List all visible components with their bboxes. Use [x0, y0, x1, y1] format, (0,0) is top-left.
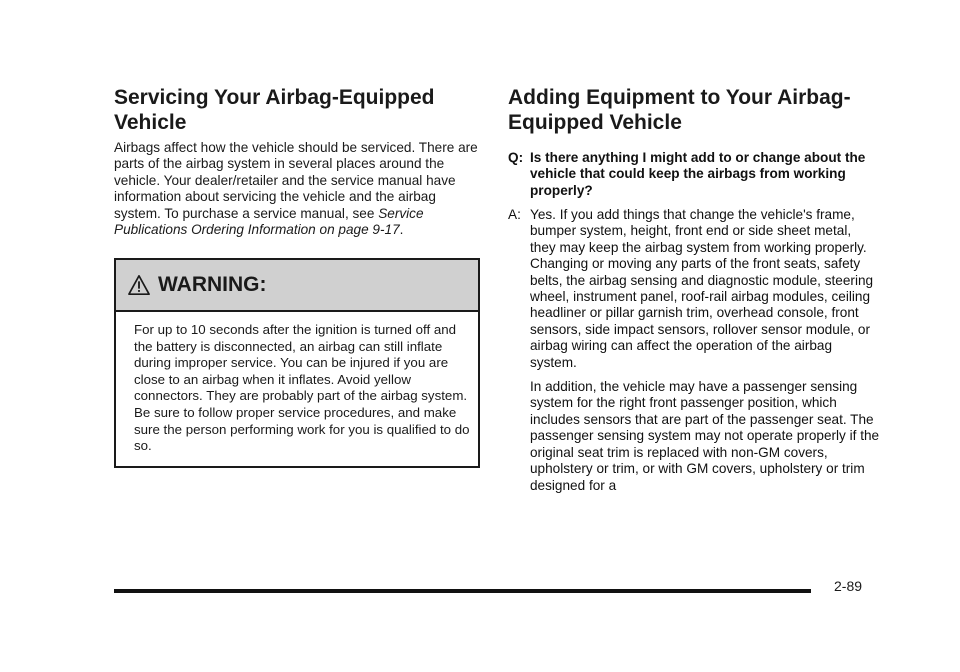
question-block — [508, 150, 880, 199]
answer-label: A: — [508, 207, 521, 222]
reference-link[interactable]: Service Publications Ordering Information on page 9-17 — [114, 205, 424, 238]
servicing-intro-text: Airbags affect how the vehicle should be serviced. There are parts of the airbag system in several places around the vehicle. Your dealer/retailer and the service manual have information about servicing the vehicle and the airbag system. To purchase a service manual, see — [114, 140, 478, 221]
answer-continued-text: In addition, the vehicle may have a passenger sensing system for the right front passenger position, which includes sensors that are part of the passenger seat. The passenger sensing system may not operate properly if the original seat trim is replaced with non-GM covers, upholstery or trim, or with GM covers, upholstery or trim designed for a — [530, 379, 880, 493]
servicing-intro-paragraph — [114, 140, 480, 238]
warning-box — [114, 258, 480, 468]
question-text: Is there anything I might add to or change about the vehicle that could keep the airbags from working properly? — [530, 150, 866, 198]
warning-body: For up to 10 seconds after the ignition is turned off and the battery is disconnected, an airbag can still inflate during improper service. You can be injured if you are close to an airbag when it inflates. Avoid yellow connectors. They are probably part of the airbag system. Be sure to follow proper service procedures, and make sure the person performing work for you is qualified to do so. — [134, 322, 470, 454]
question-label: Q: — [508, 150, 524, 165]
section-heading-adding-equipment: Adding Equipment to Your Airbag-Equipped Vehicle — [508, 86, 851, 134]
page-number: 2-89 — [834, 578, 863, 594]
warning-triangle-icon — [128, 274, 150, 296]
footer-rule — [114, 589, 811, 593]
reference-end: . — [399, 222, 404, 238]
answer-text: Yes. If you add things that change the vehicle's frame, bumper system, height, front end or side sheet metal, they may keep the airbag system from working properly. Changing or moving any parts of the front seats, safety belts, the airbag sensing and diagnostic module, steering wheel, instrument panel, roof-rail airbag modules, ceiling headliner or pillar garnish trim, overhead console, front sensors, side impact sensors, rollover sensor module, or airbag wiring can affect the operation of the airbag system. — [530, 207, 874, 370]
warning-title: WARNING: — [158, 273, 267, 296]
answer-block — [508, 207, 880, 494]
section-heading-servicing: Servicing Your Airbag-Equipped Vehicle — [114, 86, 435, 134]
warning-header — [116, 260, 478, 312]
